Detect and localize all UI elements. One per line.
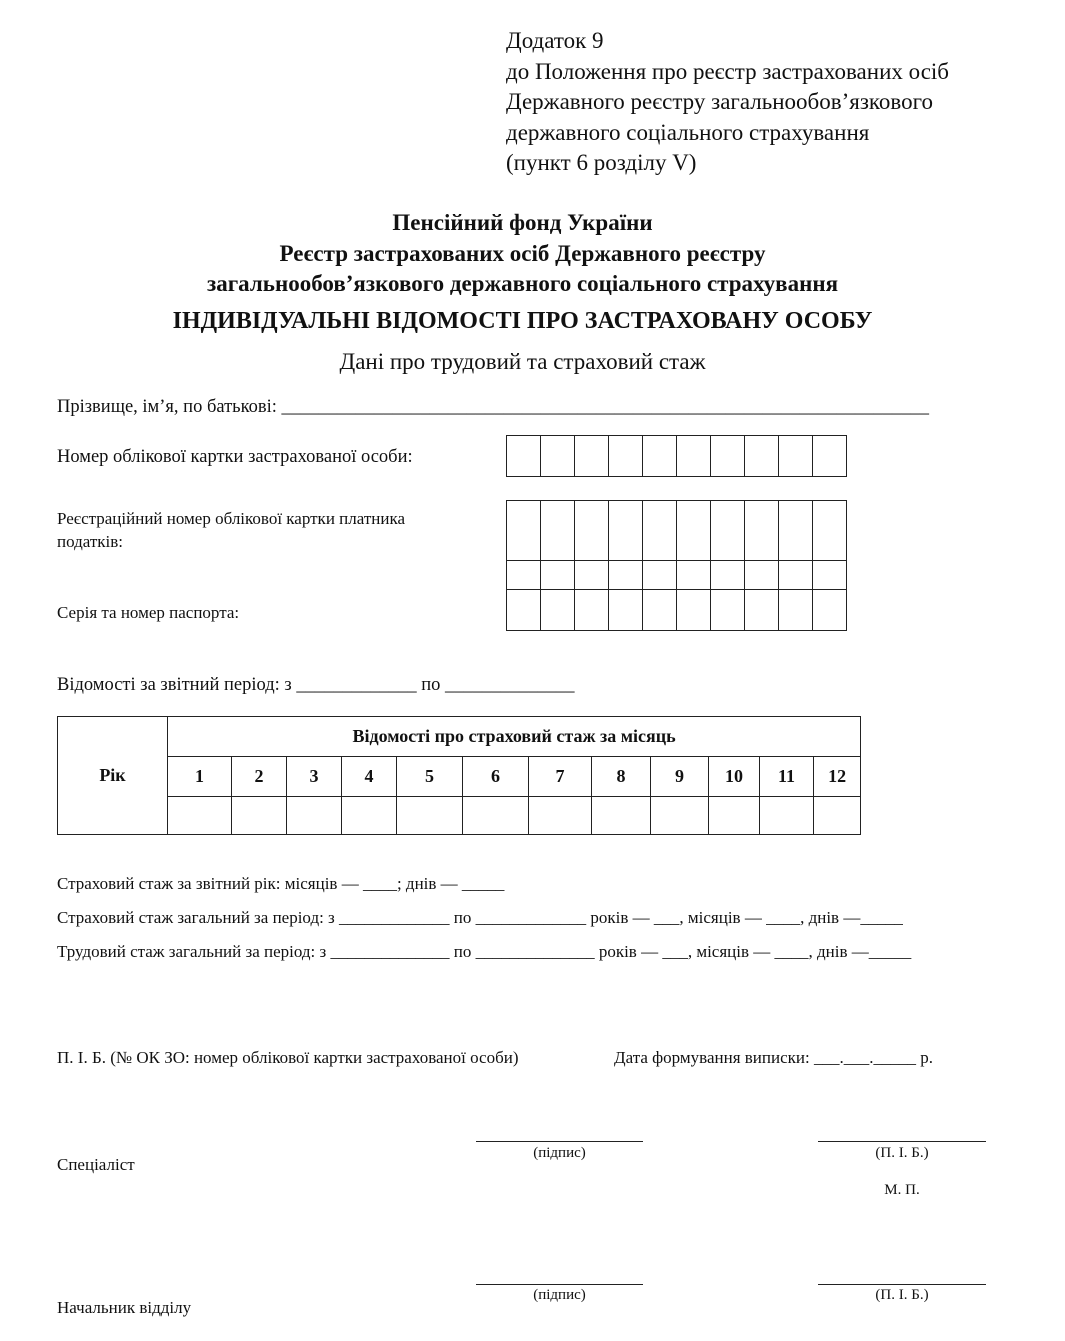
signature-line[interactable] [476,1141,643,1142]
digit-cell[interactable] [813,590,847,631]
month-value-cell[interactable] [287,797,342,835]
signature-line[interactable] [476,1284,643,1285]
month-number: 6 [463,757,529,797]
tax-number-row [507,501,847,561]
specialist-label: Спеціаліст [57,1155,135,1174]
digit-cell[interactable] [609,590,643,631]
month-number: 10 [709,757,760,797]
digit-cell[interactable] [745,501,779,561]
digit-cell[interactable] [711,436,745,477]
digit-cell[interactable] [575,590,609,631]
month-number: 8 [592,757,651,797]
digit-cell[interactable] [745,561,779,590]
month-value-cell[interactable] [397,797,463,835]
period-field: Відомості за звітний період: з _____________ по ______________ [57,675,575,695]
appendix-line: Додаток 9 [506,28,604,53]
appendix-line: до Положення про реєстр застрахованих осіб [506,58,950,84]
appendix-note [506,26,949,179]
month-number: 12 [814,757,861,797]
month-values-row [58,797,861,835]
digit-cell[interactable] [507,561,541,590]
page-subtitle: Дані про трудовий та страховий стаж [339,349,706,374]
date-of-extract: Дата формування виписки: ___.___._____ р. [614,1048,933,1067]
digit-cell[interactable] [711,561,745,590]
stamp-place: М. П. [884,1182,920,1198]
digit-cell[interactable] [643,501,677,561]
month-value-cell[interactable] [463,797,529,835]
pib-line[interactable] [818,1284,986,1285]
digit-cell[interactable] [779,590,813,631]
digit-cell[interactable] [643,436,677,477]
stazh-table [57,716,861,835]
passport-label: Серія та номер паспорта: [57,603,240,622]
card-number-grid [506,435,847,477]
digit-cell[interactable] [507,590,541,631]
digit-cell[interactable] [677,590,711,631]
digit-cell[interactable] [813,436,847,477]
digit-cell[interactable] [711,501,745,561]
registry-line-2: загальнообов’язкового державного соціального страхування [206,271,839,296]
month-value-cell[interactable] [342,797,397,835]
year-header: Рік [58,717,168,835]
org-name: Пенсійний фонд України [392,210,653,235]
digit-cell[interactable] [813,561,847,590]
digit-cell[interactable] [541,590,575,631]
tax-number-label-2: податків: [57,532,124,551]
digit-cell[interactable] [541,501,575,561]
month-value-cell[interactable] [592,797,651,835]
month-number: 1 [168,757,232,797]
appendix-line: (пункт 6 розділу V) [506,150,697,175]
summary-line-2: Страховий стаж загальний за період: з _____________ по _____________ років — ___, місяців — ____, днів —_____ [57,908,903,927]
signature-caption: (підпис) [533,1287,586,1303]
pib-caption: (П. І. Б.) [875,1145,929,1161]
appendix-line: Державного реєстру загальнообов’язкового [506,89,933,114]
digit-cell[interactable] [541,436,575,477]
pib-line[interactable] [818,1141,986,1142]
month-numbers-row [58,757,861,797]
digit-cell[interactable] [745,436,779,477]
month-number: 5 [397,757,463,797]
digit-cell[interactable] [677,436,711,477]
month-number: 3 [287,757,342,797]
digit-cell[interactable] [779,436,813,477]
summary-line-3: Трудовий стаж загальний за період: з ______________ по ______________ років — ___, місяців — ____, днів —_____ [57,942,912,961]
digit-cell[interactable] [677,561,711,590]
full-name-field: Прізвище, ім’я, по батькові: ______________________________________________________________________ [57,397,930,417]
digit-cell[interactable] [643,561,677,590]
month-number: 2 [232,757,287,797]
digit-cell[interactable] [541,561,575,590]
digit-cell[interactable] [507,436,541,477]
month-value-cell[interactable] [651,797,709,835]
signature-caption: (підпис) [533,1145,586,1161]
digit-cell[interactable] [609,501,643,561]
month-number: 9 [651,757,709,797]
digit-cell[interactable] [575,436,609,477]
month-number: 11 [760,757,814,797]
appendix-line: державного соціального страхування [506,119,870,145]
summary-line-1: Страховий стаж за звітний рік: місяців — ____; днів — _____ [57,874,505,893]
head-of-department-label: Начальник відділу [57,1298,192,1317]
digit-cell[interactable] [677,501,711,561]
separator-row [507,561,847,590]
month-value-cell[interactable] [232,797,287,835]
pib-note: П. І. Б. (№ ОК ЗО: номер облікової картки застрахованої особи) [57,1048,519,1067]
registry-line-1: Реєстр застрахованих осіб Державного реєстру [279,241,766,266]
digit-cell[interactable] [779,561,813,590]
month-value-cell[interactable] [529,797,592,835]
month-number: 4 [342,757,397,797]
digit-cell[interactable] [779,501,813,561]
passport-row [507,590,847,631]
month-value-cell[interactable] [814,797,861,835]
pib-caption: (П. І. Б.) [875,1287,929,1303]
digit-cell[interactable] [575,561,609,590]
digit-cell[interactable] [813,501,847,561]
digit-cell[interactable] [643,590,677,631]
tax-passport-grid [506,500,847,631]
digit-cell[interactable] [609,436,643,477]
digit-cell[interactable] [609,561,643,590]
month-value-cell[interactable] [168,797,232,835]
month-value-cell[interactable] [709,797,760,835]
card-number-label: Номер облікової картки застрахованої особи: [57,447,413,467]
digit-cell[interactable] [507,501,541,561]
month-value-cell[interactable] [760,797,814,835]
page-title: ІНДИВІДУАЛЬНІ ВІДОМОСТІ ПРО ЗАСТРАХОВАНУ ОСОБУ [172,308,873,334]
tax-number-label-1: Реєстраційний номер облікової картки платника [57,509,406,528]
month-number: 7 [529,757,592,797]
months-header: Відомості про страховий стаж за місяць [168,717,861,757]
digit-cell[interactable] [711,590,745,631]
digit-cell[interactable] [745,590,779,631]
digit-cell[interactable] [575,501,609,561]
